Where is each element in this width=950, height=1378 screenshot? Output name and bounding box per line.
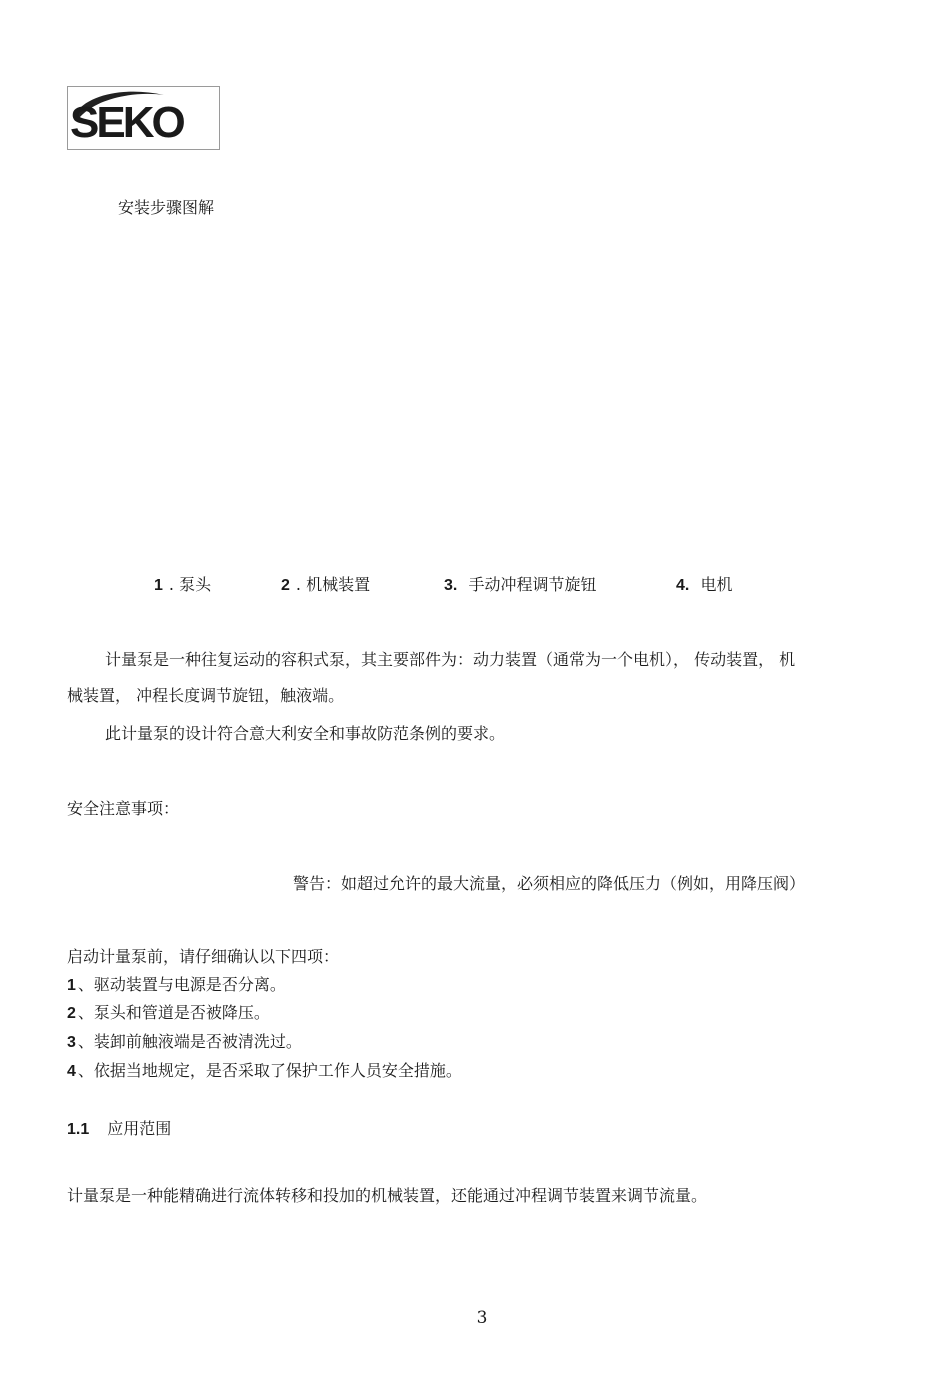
- checklist-heading: 启动计量泵前，请仔细确认以下四项：: [67, 947, 340, 966]
- seko-logo: [67, 86, 220, 150]
- intro-line-continued: 械装置， 冲程长度调节旋钮，触液端。: [67, 686, 345, 705]
- checklist-text: 、依据当地规定，是否采取了保护工作人员安全措施。: [77, 1061, 462, 1080]
- part-number: 1: [154, 577, 163, 594]
- part-label: 电机: [700, 575, 733, 594]
- part-item-pump-head: [154, 575, 211, 596]
- section-body: 计量泵是一种能精确进行流体转移和投加的机械装置，还能通过冲程调节装置来调节流量。: [67, 1186, 708, 1205]
- checklist-text: 、装卸前触液端是否被清洗过。: [77, 1032, 302, 1051]
- part-number: 3.: [444, 577, 458, 594]
- warning-text: 警告：如超过允许的最大流量，必须相应的降低压力（例如，用降压阀）: [293, 874, 806, 893]
- part-number: 2: [281, 577, 290, 594]
- intro-line: 计量泵是一种往复运动的容积式泵，其主要部件为：动力装置（通常为一个电机）， 传动装置， 机: [105, 650, 796, 669]
- checklist-text: 、驱动装置与电源是否分离。: [77, 975, 286, 994]
- checklist-number: 2: [67, 1005, 76, 1022]
- checklist-item: [67, 1061, 462, 1082]
- safety-heading: 安全注意事项：: [67, 799, 180, 818]
- svg-text:SEKO: SEKO: [70, 98, 183, 147]
- checklist-text: 、泵头和管道是否被降压。: [77, 1003, 270, 1022]
- checklist-item: [67, 1032, 302, 1053]
- part-item-stroke-knob: [444, 575, 596, 596]
- section-title: 应用范围: [107, 1119, 172, 1138]
- section-number: 1.1: [67, 1121, 90, 1138]
- checklist-item: [67, 975, 286, 996]
- part-sep: .: [168, 575, 174, 594]
- intro-compliance-line: 此计量泵的设计符合意大利安全和事故防范条例的要求。: [105, 724, 506, 743]
- part-sep: .: [295, 575, 301, 594]
- section-heading: [67, 1119, 171, 1140]
- part-label: 手动冲程调节旋钮: [468, 575, 597, 594]
- checklist-number: 1: [67, 977, 76, 994]
- figure-caption: 安装步骤图解: [118, 198, 215, 217]
- part-item-mechanism: [281, 575, 370, 596]
- page-number: 3: [476, 1308, 488, 1328]
- part-label: 机械装置: [306, 575, 371, 594]
- checklist-number: 4: [67, 1063, 76, 1080]
- checklist-item: [67, 1003, 270, 1024]
- part-item-motor: [676, 575, 732, 596]
- part-label: 泵头: [179, 575, 212, 594]
- part-number: 4.: [676, 577, 690, 594]
- checklist-number: 3: [67, 1034, 76, 1051]
